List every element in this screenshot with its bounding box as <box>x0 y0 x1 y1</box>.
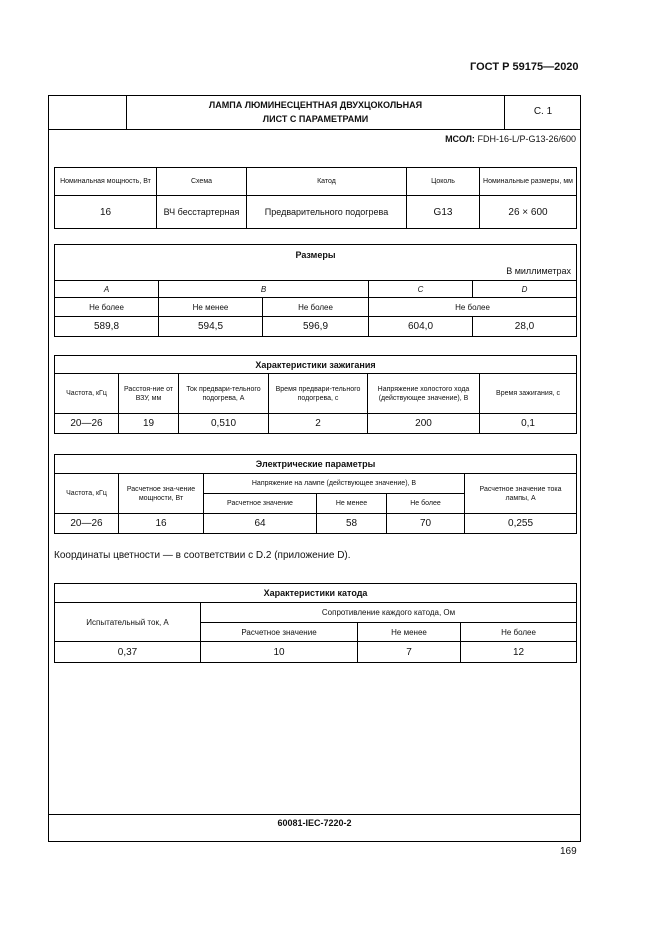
lamp-header-power: Номинальная мощность, Вт <box>55 168 157 196</box>
electrical-header-voltage-min: Не менее <box>317 494 387 514</box>
sheet-footer-code: 60081-IEC-7220-2 <box>277 818 352 828</box>
dimensions-title-cell <box>55 245 577 281</box>
standard-number: ГОСТ Р 59175—2020 <box>470 61 579 73</box>
lamp-cap-value: G13 <box>407 196 480 229</box>
lamp-header-scheme: Схема <box>157 168 247 196</box>
cathode-test-current-value: 0,37 <box>55 642 201 663</box>
sheet-title-line2: ЛИСТ С ПАРАМЕТРАМИ <box>262 114 369 124</box>
electrical-header-voltage-rated: Расчетное значение <box>204 494 317 514</box>
electrical-table <box>54 454 577 534</box>
ignition-frequency-value: 20—26 <box>55 414 119 434</box>
ignition-title: Характеристики зажигания <box>55 356 577 374</box>
ignition-time-value: 0,1 <box>480 414 577 434</box>
dim-limit-cd: Не более <box>369 298 577 317</box>
electrical-power-value: 16 <box>119 514 204 534</box>
electrical-voltage-rated-value: 64 <box>204 514 317 534</box>
ignition-distance-value: 19 <box>119 414 179 434</box>
dim-limit-b-min: Не менее <box>159 298 263 317</box>
electrical-frequency-value: 20—26 <box>55 514 119 534</box>
electrical-header-frequency: Частота, кГц <box>55 474 119 514</box>
electrical-header-current: Расчетное значение тока лампы, А <box>465 474 577 514</box>
dim-value-b-max: 596,9 <box>263 317 369 337</box>
cathode-title: Характеристики катода <box>55 584 577 603</box>
ignition-header-open-voltage: Напряжение холостого хода (действующее значение), В <box>368 374 480 414</box>
sheet-title-line1: ЛАМПА ЛЮМИНЕСЦЕНТНАЯ ДВУХЦОКОЛЬНАЯ <box>208 100 423 110</box>
dimensions-table <box>54 244 577 337</box>
ignition-header-ignition-time: Время зажигания, с <box>480 374 577 414</box>
cathode-header-test-current: Испытательный ток, А <box>55 603 201 642</box>
electrical-voltage-max-value: 70 <box>387 514 465 534</box>
electrical-title: Электрические параметры <box>55 455 577 474</box>
ignition-header-distance: Расстоя-ние от ВЗУ, мм <box>119 374 179 414</box>
msol-code: FDH-16-L/P-G13-26/600 <box>477 134 576 144</box>
sheet-title <box>127 95 504 129</box>
dim-value-a: 589,8 <box>55 317 159 337</box>
ignition-preheat-current-value: 0,510 <box>179 414 269 434</box>
dimensions-title: Размеры <box>295 250 336 260</box>
lamp-cathode-value: Предварительного подогрева <box>247 196 407 229</box>
msol-label: МСОЛ: <box>445 134 475 144</box>
ignition-table <box>54 355 577 434</box>
ignition-header-frequency: Частота, кГц <box>55 374 119 414</box>
ignition-preheat-time-value: 2 <box>269 414 368 434</box>
dim-limit-b-max: Не более <box>263 298 369 317</box>
dim-value-c: 604,0 <box>369 317 473 337</box>
sheet-page-label: С. 1 <box>504 95 581 129</box>
cathode-min-value: 7 <box>358 642 461 663</box>
lamp-header-cathode: Катод <box>247 168 407 196</box>
ignition-header-preheat-current: Ток предвари-тельного подогрева, А <box>179 374 269 414</box>
cathode-max-value: 12 <box>461 642 577 663</box>
dim-value-b-min: 594,5 <box>159 317 263 337</box>
dim-label-b: B <box>159 281 369 298</box>
electrical-voltage-min-value: 58 <box>317 514 387 534</box>
dim-limit-a: Не более <box>55 298 159 317</box>
lamp-power-value: 16 <box>55 196 157 229</box>
header-empty-cell <box>48 95 127 129</box>
chromaticity-note: Координаты цветности — в соответствии с D.2 (приложение D). <box>54 550 351 561</box>
page-number: 169 <box>560 846 577 857</box>
ignition-header-preheat-time: Время предвари-тельного подогрева, с <box>269 374 368 414</box>
dim-value-d: 28,0 <box>473 317 577 337</box>
lamp-table <box>54 167 577 229</box>
dimensions-unit: В миллиметрах <box>506 266 571 276</box>
electrical-header-voltage-max: Не более <box>387 494 465 514</box>
dim-label-d: D <box>473 281 577 298</box>
cathode-header-rated: Расчетное значение <box>201 623 358 642</box>
dim-label-a: A <box>55 281 159 298</box>
lamp-header-size: Номинальные размеры, мм <box>480 168 577 196</box>
lamp-size-value: 26 × 600 <box>480 196 577 229</box>
cathode-header-max: Не более <box>461 623 577 642</box>
cathode-header-min: Не менее <box>358 623 461 642</box>
cathode-header-resistance-group: Сопротивление каждого катода, Ом <box>201 603 577 623</box>
electrical-header-voltage-group: Напряжение на лампе (действующее значение), В <box>204 474 465 494</box>
dim-label-c: C <box>369 281 473 298</box>
lamp-header-cap: Цоколь <box>407 168 480 196</box>
footer-divider <box>48 814 581 815</box>
cathode-rated-value: 10 <box>201 642 358 663</box>
electrical-header-power: Расчетное зна-чение мощности, Вт <box>119 474 204 514</box>
ignition-open-voltage-value: 200 <box>368 414 480 434</box>
header-divider <box>48 129 581 130</box>
msol-code-line <box>380 134 576 144</box>
lamp-scheme-value: ВЧ бесстартерная <box>157 196 247 229</box>
electrical-current-value: 0,255 <box>465 514 577 534</box>
cathode-table <box>54 583 577 663</box>
